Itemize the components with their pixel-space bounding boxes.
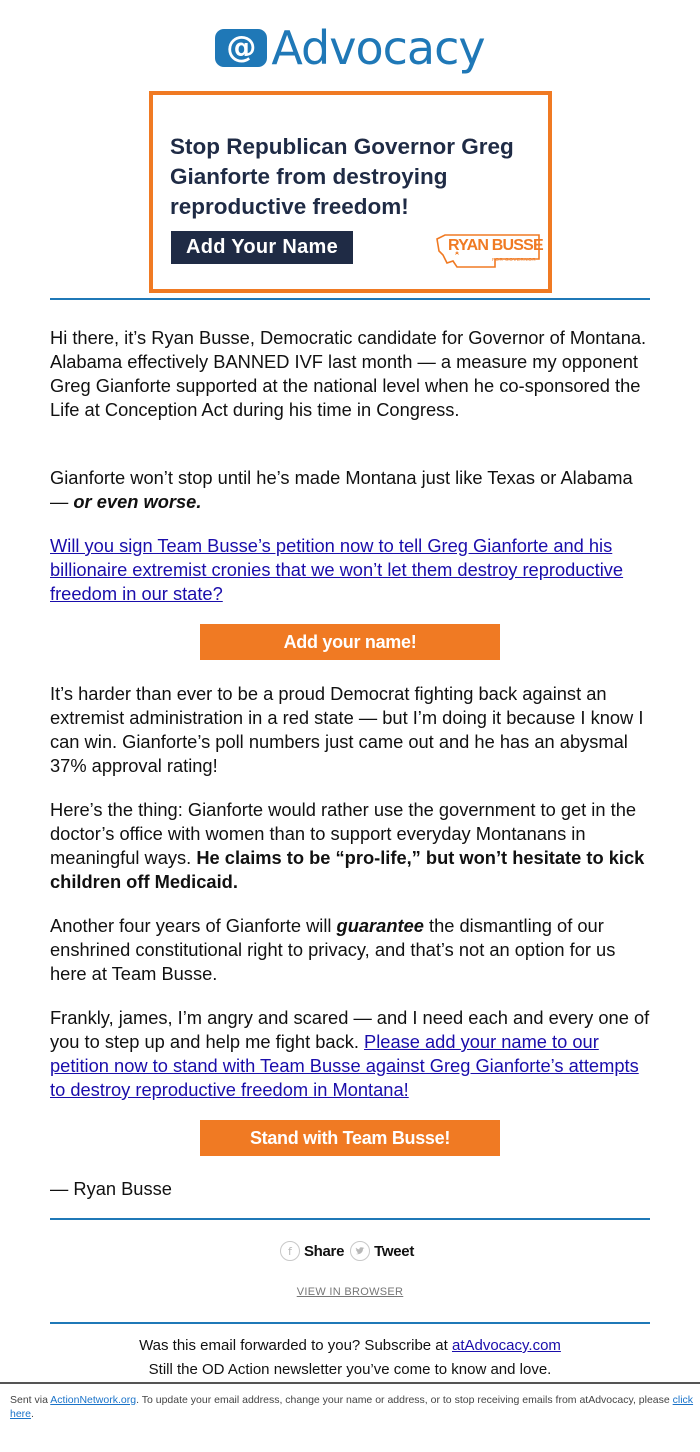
twitter-icon[interactable]	[350, 1241, 370, 1261]
paragraph-petition	[50, 534, 655, 606]
paragraph-gianforte-emphasis: or even worse.	[73, 491, 202, 512]
paragraph-gianforte-text: Gianforte won’t stop until he’s made Montana just like Texas or Alabama —	[50, 467, 633, 512]
stand-with-team-busse-button[interactable]: Stand with Team Busse!	[200, 1120, 500, 1156]
paragraph-intro: Hi there, it’s Ryan Busse, Democratic candidate for Governor of Montana. Alabama effectively BANNED IVF last month — a measure my opponent Greg Gianforte supported at the national level when he co-sponsored the Life at Conception Act during his time in Congress.	[50, 327, 647, 420]
view-in-browser-link[interactable]: VIEW IN BROWSER	[296, 1286, 404, 1298]
stand-with-petition-link[interactable]: Please add your name to our petition now to stand with Team Busse against Greg Gianforte’s attempts to destroy reproductive freedom in Montana!	[50, 1031, 639, 1100]
paragraph-four-years	[50, 914, 655, 986]
unsubscribe-pre: Sent via	[10, 1394, 51, 1406]
site-logo[interactable]	[0, 18, 700, 78]
at-sign-icon: @	[215, 29, 267, 67]
action-network-link[interactable]: ActionNetwork.org	[50, 1394, 137, 1406]
banner-add-name-button[interactable]: Add Your Name	[171, 231, 353, 264]
subscribe-line	[0, 1337, 700, 1354]
divider-top	[50, 298, 650, 300]
unsubscribe-bar	[0, 1382, 700, 1452]
paragraph-four-years-post: the dismantling of our enshrined constitutional right to privacy, and that’s not an option for us here at Team Busse.	[50, 915, 616, 984]
paragraph-frankly-text: Frankly, james, I’m angry and scared — and I need each and every one of you to step up and help me fight back.	[50, 1007, 650, 1052]
subscribe-text: Was this email forwarded to you? Subscribe at	[139, 1337, 452, 1354]
paragraph-poll: It’s harder than ever to be a proud Democrat fighting back against an extremist administration in a red state — but I’m doing it because I know I can win. Gianforte’s poll numbers just came out and he has an abysmal 37% approval rating!	[50, 683, 644, 776]
petition-link[interactable]: Will you sign Team Busse’s petition now to tell Greg Gianforte and his billionaire extremist cronies that we won’t let them destroy reproductive freedom in our state?	[50, 535, 624, 604]
paragraph-pro-life-text: Here’s the thing: Gianforte would rather use the government to get in the doctor’s office with women than to support everyday Montanans in meaningful ways.	[50, 799, 637, 868]
paragraph-gianforte	[50, 466, 655, 514]
logo-text: Advocacy	[271, 21, 485, 75]
unsubscribe-text	[10, 1393, 695, 1421]
social-share-bar	[0, 1238, 700, 1264]
logo-wrap	[215, 21, 485, 75]
twitter-bird-icon	[355, 1247, 365, 1256]
add-your-name-button[interactable]: Add your name!	[200, 624, 500, 660]
banner-logo-subtitle: FOR GOVERNOR	[492, 257, 537, 262]
paragraph-four-years-pre: Another four years of Gianforte will	[50, 915, 337, 936]
ryan-busse-logo	[435, 233, 545, 273]
divider-bottom	[50, 1322, 650, 1324]
facebook-icon[interactable]: f	[280, 1241, 300, 1261]
paragraph-four-years-emphasis: guarantee	[336, 915, 424, 936]
share-label[interactable]: Share	[303, 1242, 345, 1260]
unsubscribe-post: .	[31, 1408, 34, 1420]
paragraph-pro-life	[50, 798, 655, 894]
unsubscribe-mid: . To update your email address, change your name or address, or to stop receiving emails from atAdvocacy, please	[136, 1394, 673, 1406]
banner-logo-text: RYAN BUSSE	[448, 237, 543, 254]
click-here-link[interactable]: click here	[10, 1394, 694, 1420]
signoff: — Ryan Busse	[50, 1178, 172, 1199]
hero-banner[interactable]	[149, 91, 552, 293]
paragraph-pro-life-bold: He claims to be “pro-life,” but won’t hesitate to kick children off Medicaid.	[50, 847, 645, 892]
tweet-label[interactable]: Tweet	[374, 1242, 415, 1260]
newsletter-tagline: Still the OD Action newsletter you’ve come to know and love.	[148, 1361, 552, 1378]
banner-headline: Stop Republican Governor Greg Gianforte from destroying reproductive freedom!	[170, 134, 514, 219]
paragraph-frankly	[50, 1006, 655, 1102]
subscribe-link[interactable]: atAdvocacy.com	[451, 1337, 561, 1354]
divider-middle	[50, 1218, 650, 1220]
